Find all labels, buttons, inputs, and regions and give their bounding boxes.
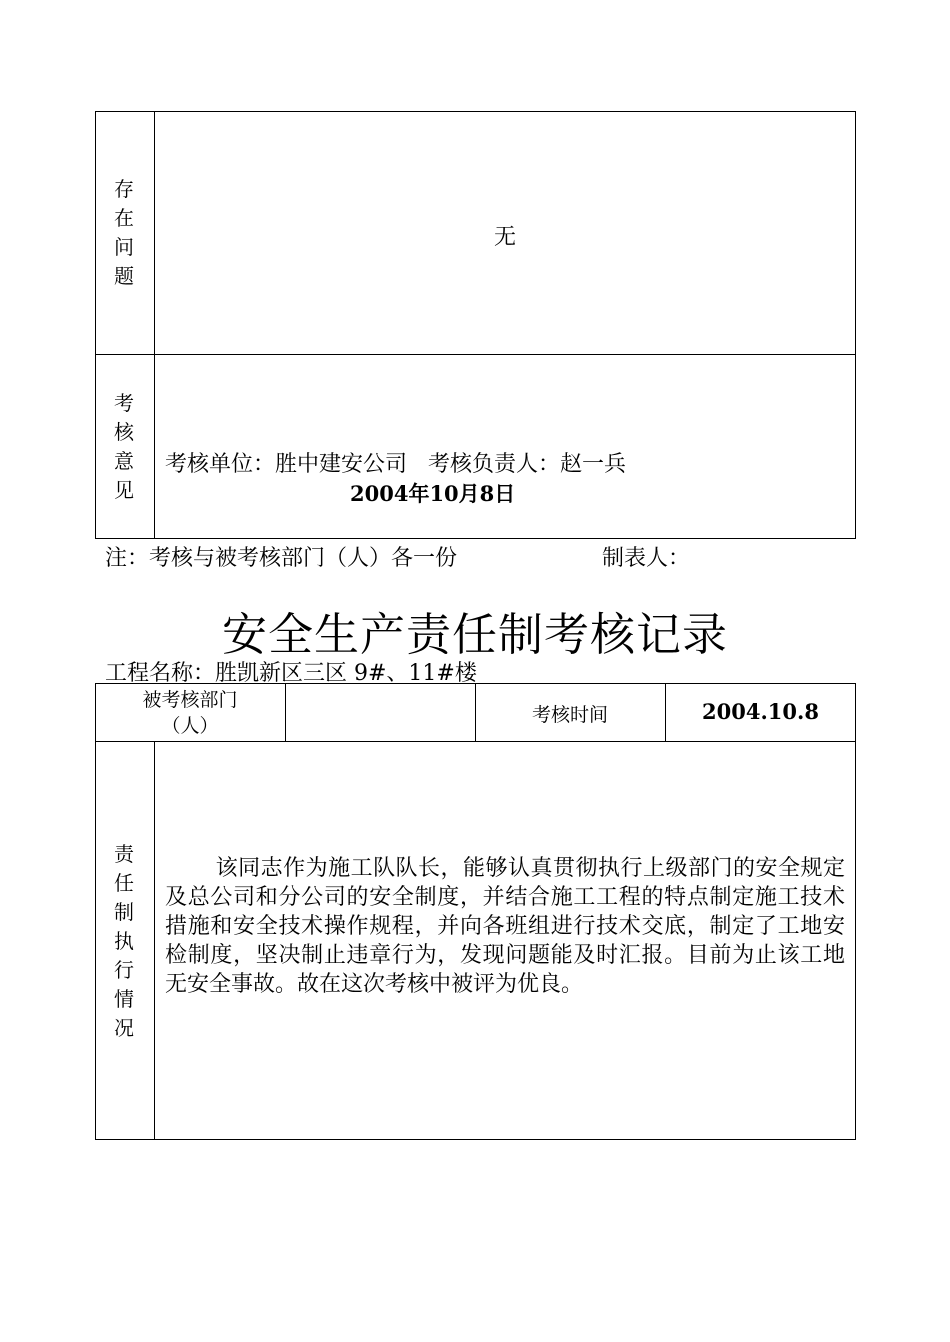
opinion-date: 2004年10月8日 [350,481,516,506]
header-divider-1 [285,683,286,741]
bottom-table-row-divider [95,741,856,742]
top-table-column-divider [154,111,155,539]
top-table-row-divider [95,354,856,355]
issues-label: 存 在 问 题 [114,177,134,288]
time-label: 考核时间 [531,704,608,726]
exec-column-divider [154,741,155,1140]
opinion-signoff: 考核单位：胜中建安公司 考核负责人：赵一兵 [165,452,626,477]
dept-label-line2: （人） [161,715,219,737]
time-value: 2004.10.8 [702,699,819,724]
page-title: 安全生产责任制考核记录 [221,608,728,661]
project-name: 工程名称：胜凯新区三区 9#、11#楼 [105,661,477,686]
exec-label: 责 任 制 执 行 情 况 [114,842,134,1040]
maker-label: 制表人： [602,546,691,571]
issues-value: 无 [493,225,516,250]
note-text: 注：考核与被考核部门（人）各一份 [105,546,458,571]
exec-text: 该同志作为施工队队长，能够认真贯彻执行上级部门的安全规定及总公司和分公司的安全制度，并结合施工工程的特点制定施工技术措施和安全技术操作规程，并向各班组进行技术交底，制定了工地安检制度，坚决制止违章行为，发现问题能及时汇报。目前为止该工地无安全事故。故在这次考核中被评为优良。 [165,856,845,997]
dept-label-line1: 被考核部门 [142,689,238,711]
dept-label [95,687,285,739]
opinion-label: 考 核 意 见 [114,391,134,502]
